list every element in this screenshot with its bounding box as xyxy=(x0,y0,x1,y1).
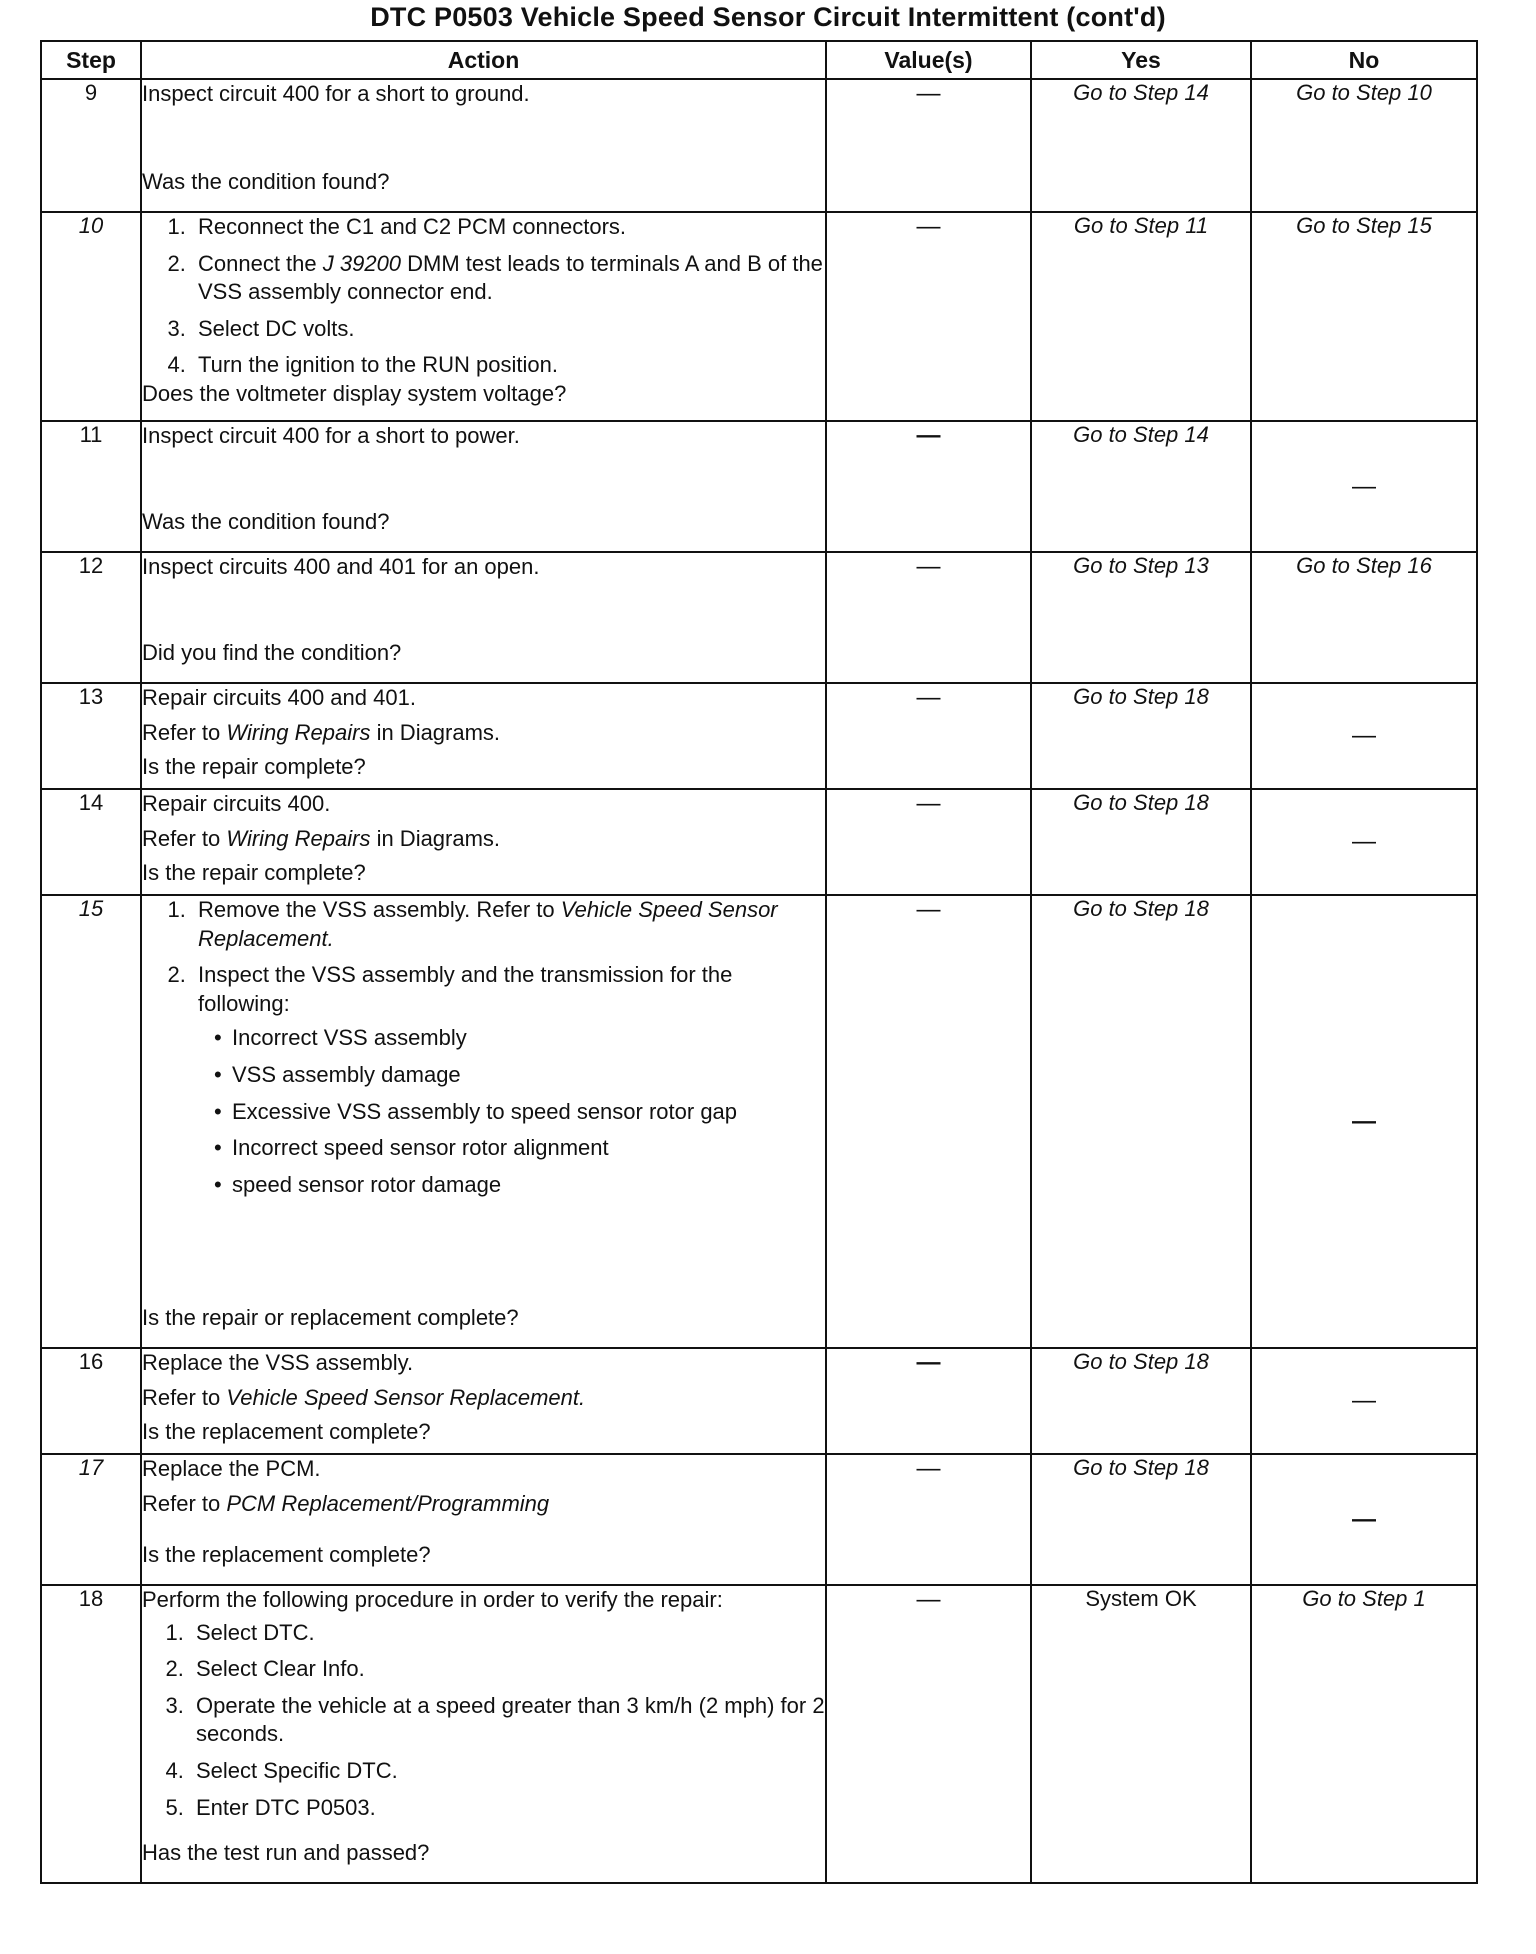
value-dash: — xyxy=(916,790,941,817)
yes-result: System OK xyxy=(1031,1585,1251,1883)
refer-line xyxy=(142,825,825,854)
value-cell xyxy=(826,1454,1031,1585)
list-item: 1. Reconnect the C1 and C2 PCM connectors. xyxy=(192,213,825,242)
step-number: 11 xyxy=(41,421,141,552)
step-number: 16 xyxy=(41,1348,141,1454)
no-dash: — xyxy=(1352,1387,1376,1414)
action-text: Inspect circuit 400 for a short to ground. xyxy=(142,81,530,106)
bullet-item: • speed sensor rotor damage xyxy=(228,1171,825,1200)
list-item: 4. Select Specific DTC. xyxy=(190,1757,825,1786)
value-cell xyxy=(826,683,1031,789)
table-row xyxy=(41,683,1477,789)
yes-result: Go to Step 18 xyxy=(1031,895,1251,1348)
action-question: Is the replacement complete? xyxy=(142,1542,431,1568)
step-number: 9 xyxy=(41,79,141,212)
yes-result: Go to Step 18 xyxy=(1031,1348,1251,1454)
table-row xyxy=(41,212,1477,421)
yes-result: Go to Step 14 xyxy=(1031,79,1251,212)
text: Refer to xyxy=(142,1384,227,1410)
table-row xyxy=(41,789,1477,895)
step-number: 14 xyxy=(41,789,141,895)
step-number: 17 xyxy=(41,1454,141,1585)
text: in Diagrams. xyxy=(370,825,501,851)
no-result xyxy=(1251,1454,1477,1585)
action-text: Inspect circuit 400 for a short to power. xyxy=(142,423,520,448)
bullet-item: • Incorrect speed sensor rotor alignment xyxy=(228,1134,825,1163)
refer-line xyxy=(142,1384,825,1413)
text: Connect the xyxy=(198,250,323,276)
value-dash: — xyxy=(916,422,941,449)
doc-reference: Wiring Repairs xyxy=(226,719,371,745)
value-dash: — xyxy=(916,213,941,240)
no-dash: — xyxy=(1352,828,1376,855)
value-cell xyxy=(826,552,1031,683)
action-cell xyxy=(141,895,826,1348)
yes-result: Go to Step 14 xyxy=(1031,421,1251,552)
bullet-item: • VSS assembly damage xyxy=(228,1061,825,1090)
action-cell xyxy=(141,1454,826,1585)
list-item: 1. Select DTC. xyxy=(190,1619,825,1648)
action-cell xyxy=(141,789,826,895)
step-number: 13 xyxy=(41,683,141,789)
procedure-list xyxy=(142,896,825,1207)
action-question: Is the repair complete? xyxy=(142,754,366,780)
action-text: Inspect circuits 400 and 401 for an open. xyxy=(142,554,540,579)
table-row xyxy=(41,1348,1477,1454)
header-row xyxy=(41,41,1477,79)
value-cell xyxy=(826,895,1031,1348)
action-question: Is the replacement complete? xyxy=(142,1419,431,1445)
list-item: 3. Select DC volts. xyxy=(192,315,825,344)
doc-reference: Vehicle Speed Sensor Replacement. xyxy=(198,897,778,951)
value-cell xyxy=(826,1585,1031,1883)
value-dash: — xyxy=(916,553,941,580)
action-question: Was the condition found? xyxy=(142,509,390,535)
value-cell xyxy=(826,789,1031,895)
text: Refer to xyxy=(142,719,227,745)
text: in Diagrams. xyxy=(370,719,501,745)
action-text: Replace the PCM. xyxy=(142,1456,321,1481)
doc-reference: PCM Replacement/Programming xyxy=(226,1490,550,1516)
no-dash: — xyxy=(1352,722,1376,749)
no-result: Go to Step 1 xyxy=(1251,1585,1477,1883)
list-item: 5. Enter DTC P0503. xyxy=(190,1794,825,1823)
table-row xyxy=(41,552,1477,683)
action-question: Has the test run and passed? xyxy=(142,1840,430,1866)
diagnostic-table xyxy=(40,40,1478,1884)
doc-reference: Wiring Repairs xyxy=(226,825,371,851)
action-cell xyxy=(141,212,826,421)
page-title: DTC P0503 Vehicle Speed Sensor Circuit Intermittent (cont'd) xyxy=(370,2,1166,32)
list-item: 4. Turn the ignition to the RUN position. xyxy=(192,351,825,380)
action-question: Did you find the condition? xyxy=(142,640,402,666)
action-cell xyxy=(141,552,826,683)
step-number: 12 xyxy=(41,552,141,683)
yes-result: Go to Step 13 xyxy=(1031,552,1251,683)
table-row xyxy=(41,79,1477,212)
refer-line xyxy=(142,719,825,748)
list-item: 2. Select Clear Info. xyxy=(190,1655,825,1684)
value-cell xyxy=(826,421,1031,552)
text: DMM test leads to terminals A and B of the VSS assembly connector end. xyxy=(198,250,823,305)
step-number: 10 xyxy=(41,212,141,421)
yes-result: Go to Step 18 xyxy=(1031,1454,1251,1585)
inspection-bullets xyxy=(198,1024,825,1199)
action-intro: Perform the following procedure in order to verify the repair: xyxy=(142,1587,723,1612)
action-text: Repair circuits 400. xyxy=(142,791,331,816)
value-dash: — xyxy=(916,684,941,711)
tool-reference: J 39200 xyxy=(322,250,402,276)
list-item: 3. Operate the vehicle at a speed greater than 3 km/h (2 mph) for 2 seconds. xyxy=(190,1692,825,1749)
no-dash: — xyxy=(1352,472,1376,500)
value-dash: — xyxy=(916,1455,941,1482)
value-dash: — xyxy=(916,80,941,107)
no-result xyxy=(1251,789,1477,895)
no-dash: — xyxy=(1352,1107,1376,1135)
list-item xyxy=(192,250,825,307)
list-item xyxy=(192,896,825,953)
value-cell xyxy=(826,212,1031,421)
header-step: Step xyxy=(41,41,141,79)
list-item xyxy=(192,961,825,1199)
action-text: Replace the VSS assembly. xyxy=(142,1350,414,1375)
yes-result: Go to Step 11 xyxy=(1031,212,1251,421)
header-value: Value(s) xyxy=(826,41,1031,79)
value-dash: — xyxy=(916,1349,941,1376)
action-cell xyxy=(141,683,826,789)
bullet-item: • Incorrect VSS assembly xyxy=(228,1024,825,1053)
bullet-item: • Excessive VSS assembly to speed sensor rotor gap xyxy=(228,1098,825,1127)
text: Refer to xyxy=(142,1490,227,1516)
no-result: Go to Step 16 xyxy=(1251,552,1477,683)
no-result xyxy=(1251,683,1477,789)
value-dash: — xyxy=(916,896,941,923)
no-result xyxy=(1251,1348,1477,1454)
header-no: No xyxy=(1251,41,1477,79)
doc-reference: Vehicle Speed Sensor Replacement. xyxy=(226,1384,586,1410)
text: Inspect the VSS assembly and the transmission for the following: xyxy=(198,962,733,1016)
action-question: Is the repair or replacement complete? xyxy=(142,1305,519,1331)
action-question: Was the condition found? xyxy=(142,169,390,195)
table-row xyxy=(41,421,1477,552)
no-result: Go to Step 15 xyxy=(1251,212,1477,421)
yes-result: Go to Step 18 xyxy=(1031,789,1251,895)
action-question: Does the voltmeter display system voltage? xyxy=(142,380,567,406)
no-result xyxy=(1251,895,1477,1348)
yes-result: Go to Step 18 xyxy=(1031,683,1251,789)
action-cell xyxy=(141,79,826,212)
header-yes: Yes xyxy=(1031,41,1251,79)
action-question: Is the repair complete? xyxy=(142,860,366,886)
table-row xyxy=(41,895,1477,1348)
no-result: Go to Step 10 xyxy=(1251,79,1477,212)
procedure-list xyxy=(142,1619,825,1823)
table-row xyxy=(41,1454,1477,1585)
procedure-list xyxy=(142,213,825,380)
table-row xyxy=(41,1585,1477,1883)
action-cell xyxy=(141,1585,826,1883)
header-action: Action xyxy=(141,41,826,79)
no-result xyxy=(1251,421,1477,552)
action-text: Repair circuits 400 and 401. xyxy=(142,685,416,710)
text: Remove the VSS assembly. Refer to xyxy=(198,897,561,922)
value-dash: — xyxy=(916,1586,941,1613)
value-cell xyxy=(826,79,1031,212)
step-number: 15 xyxy=(41,895,141,1348)
action-cell xyxy=(141,1348,826,1454)
value-cell xyxy=(826,1348,1031,1454)
text: Refer to xyxy=(142,825,227,851)
refer-line xyxy=(142,1490,825,1519)
no-dash: — xyxy=(1352,1505,1376,1533)
step-number: 18 xyxy=(41,1585,141,1883)
action-cell xyxy=(141,421,826,552)
